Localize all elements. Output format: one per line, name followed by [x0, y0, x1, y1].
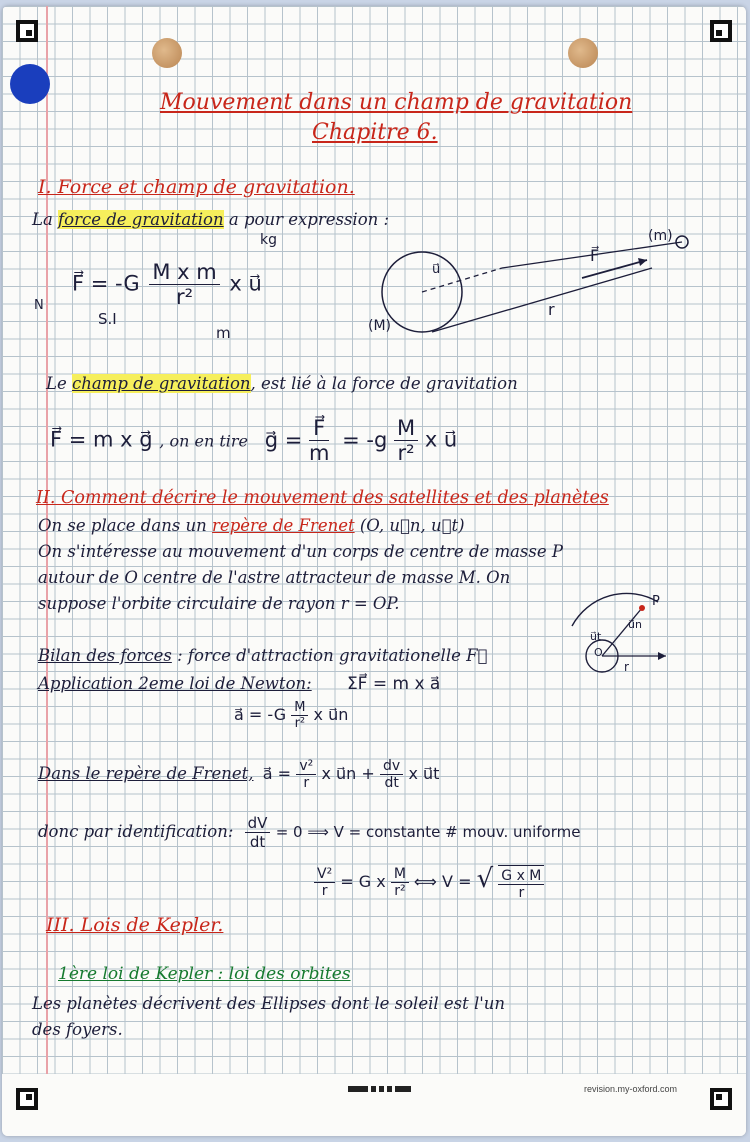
annotation-N: N	[34, 298, 44, 313]
field-formula-b: , on en tire	[159, 431, 248, 451]
diagram2-label-un: u⃗n	[628, 618, 642, 631]
annotation-si: S.I	[98, 310, 117, 328]
frenet-den-1: r	[303, 775, 310, 791]
accel-fraction	[291, 700, 308, 731]
frenet-num-2: dv	[380, 758, 403, 775]
identification-result: = 0 ⟹ V = constante # mouv. uniforme	[275, 823, 581, 841]
notebook-page	[2, 6, 746, 1136]
radius-op	[602, 608, 642, 656]
field-intro-pre: Le	[46, 374, 72, 393]
force-formula-rhs: x u⃗	[229, 271, 262, 296]
page-title: Mouvement dans un champ de gravitation	[160, 90, 633, 115]
kepler-law-1-label: 1ère loi de Kepler : loi des orbites	[58, 964, 351, 984]
gravitation-diagram	[382, 228, 702, 348]
field-fraction-2	[394, 416, 418, 465]
frenet-line-3: autour de O centre de l'astre attracteur de masse M. On	[38, 568, 511, 587]
identification-fraction	[245, 814, 271, 851]
force-intro-post: a pour expression :	[223, 210, 390, 229]
radius-arrowhead	[658, 652, 666, 660]
field-fraction-1	[309, 416, 329, 465]
frenet-tail: x u⃗t	[408, 764, 440, 783]
diagram-label-M: (M)	[368, 318, 392, 334]
identification-label: donc par identification:	[38, 822, 234, 841]
application-line	[38, 674, 440, 694]
accel-lhs: a⃗ = -G	[234, 705, 287, 724]
field-formula-g: g⃗ =	[264, 427, 303, 452]
field-den: m	[308, 441, 330, 465]
velocity-den-2: r²	[394, 883, 406, 899]
force-intro-highlight: force de gravitation	[58, 210, 224, 229]
velocity-num-2: M	[391, 866, 409, 883]
section-2-heading: II. Comment décrire le mouvement des satellites et des planètes	[36, 488, 609, 508]
frenet-mid: x u⃗n +	[321, 764, 375, 783]
force-intro-pre: La	[32, 210, 59, 229]
field-num: F⃗	[309, 416, 329, 441]
field-den2: r²	[397, 441, 415, 465]
force-formula-den: r²	[175, 285, 194, 309]
velocity-den: r	[321, 883, 328, 899]
bilan-line	[38, 646, 487, 665]
corner-marker-bottom-right	[710, 1088, 732, 1110]
kepler-law-1-line-2: des foyers.	[32, 1020, 123, 1039]
binder-hole-right	[568, 38, 598, 68]
velocity-root-num: G x M	[498, 868, 544, 885]
corner-marker-top-right	[710, 20, 732, 42]
force-formula	[72, 260, 262, 309]
section-1-heading: I. Force et champ de gravitation.	[38, 176, 355, 198]
diagram2-label-r: r	[624, 660, 629, 674]
velocity-formula	[314, 864, 544, 901]
brand-dot	[10, 64, 50, 104]
corner-marker-bottom-left	[16, 1088, 38, 1110]
identification-line	[38, 814, 580, 851]
diagram-label-F: F⃗	[590, 246, 600, 265]
footer-site[interactable]: revision.my-oxford.com	[584, 1084, 678, 1094]
binder-hole-left	[152, 38, 182, 68]
oxford-logo-bars	[348, 1086, 411, 1092]
bilan-label: Bilan des forces	[38, 646, 172, 665]
section-3-heading: III. Lois de Kepler.	[46, 914, 224, 936]
velocity-fraction-1	[314, 866, 335, 899]
accel-den: r²	[294, 716, 306, 731]
frenet-diagram	[562, 586, 682, 696]
field-formula-a: F⃗ = m x g⃗	[50, 427, 153, 452]
frenet-line-1-pre: On se place dans un	[38, 516, 213, 535]
diagram2-label-P: P	[652, 594, 660, 609]
force-intro	[32, 210, 389, 229]
sqrt-symbol: √	[476, 864, 494, 894]
frenet-accel-line	[38, 758, 439, 791]
field-intro-post: , est lié à la force de gravitation	[250, 374, 518, 393]
bilan-text: : force d'attraction gravitationelle F⃗	[177, 646, 488, 665]
frenet-line-1	[38, 516, 465, 535]
diagram-label-r: r	[548, 300, 555, 319]
identification-den: dt	[249, 833, 266, 851]
velocity-mid: = G x	[340, 872, 386, 891]
frenet-accel-label: Dans le repère de Frenet,	[38, 764, 254, 783]
force-arrowhead	[638, 258, 647, 266]
field-eq: = -g	[342, 427, 388, 452]
field-formula	[50, 416, 457, 465]
diagram-label-m: (m)	[648, 228, 673, 244]
force-formula-fraction	[149, 260, 219, 309]
field-intro	[46, 374, 518, 393]
annotation-m: m	[216, 324, 231, 342]
velocity-root-den: r	[518, 884, 525, 901]
field-term: champ de gravitation	[71, 374, 251, 393]
accel-num: M	[291, 700, 308, 716]
force-formula-lhs: F⃗ = -G	[72, 271, 140, 296]
frenet-den-2: dt	[384, 775, 399, 791]
frenet-fraction-2	[380, 758, 403, 791]
corner-marker-top-left	[16, 20, 38, 42]
velocity-fraction-2	[391, 866, 409, 899]
accel-rhs: x u⃗n	[313, 705, 349, 724]
velocity-num: V²	[314, 866, 335, 883]
field-tail: x u⃗	[424, 427, 458, 452]
point-P	[639, 605, 645, 611]
annotation-kg: kg	[260, 232, 277, 248]
frenet-accel-a: a⃗ =	[262, 764, 292, 783]
diagram2-label-O: O	[594, 646, 603, 659]
identification-num: dV	[245, 814, 271, 833]
frenet-line-4: suppose l'orbite circulaire de rayon r = OP.	[38, 594, 400, 613]
frenet-line-2: On s'intéresse au mouvement d'un corps de centre de masse P	[38, 542, 563, 561]
frenet-term: repère de Frenet	[212, 516, 355, 535]
velocity-equiv: ⟺ V =	[414, 872, 472, 891]
orbit-arc	[572, 593, 658, 626]
velocity-root-fraction	[498, 865, 544, 901]
frenet-num-1: v²	[296, 758, 316, 775]
force-formula-num: M x m	[149, 260, 219, 285]
kepler-law-1-line-1: Les planètes décrivent des Ellipses dont le soleil est l'un	[32, 994, 506, 1013]
diagram2-label-ut: u⃗t	[590, 630, 602, 643]
application-formula: ΣF⃗ = m x a⃗	[346, 674, 441, 694]
distance-r-line	[432, 268, 652, 332]
field-num2: M	[394, 416, 418, 441]
acceleration-formula	[234, 700, 348, 731]
chapter-subtitle: Chapitre 6.	[312, 120, 438, 145]
application-label: Application 2eme loi de Newton:	[38, 674, 312, 693]
diagram-label-u: u⃗	[432, 262, 441, 277]
frenet-fraction-1	[296, 758, 316, 791]
frenet-line-1-post: (O, u⃗n, u⃗t)	[354, 516, 465, 535]
